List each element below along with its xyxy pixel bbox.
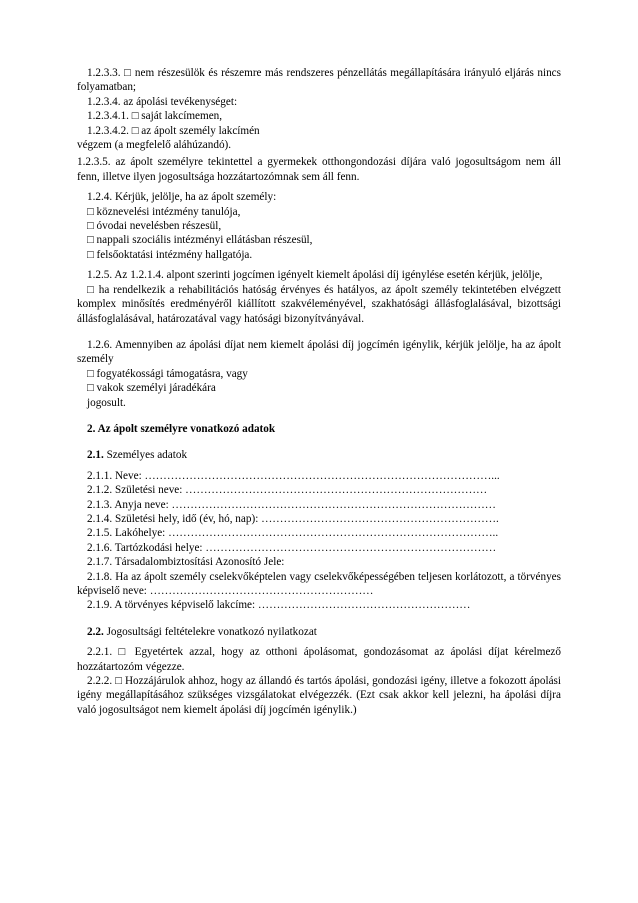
option-disability-support[interactable]: □ fogyatékossági támogatásra, vagy — [87, 367, 248, 380]
option-rehabilitation-authority[interactable]: □ ha rendelkezik a rehabilitációs hatóság érvényes és hatályos, az ápolt személy tekintetében elvégzett komplex minősítés eredményéről kiállított szakvéleményével, szakhatósági állásfoglalásával, bizottsági állásfoglalásával, határozatával vagy hatósági bizonyítványával. — [77, 283, 561, 325]
option-agree-care[interactable]: 2.2.1. □ Egyetértek azzal, hogy az otthoni ápolásomat, gondozásomat az ápolási díjat kérelmező hozzátartozóm végezze. — [77, 646, 561, 673]
paragraph-1-2-3-5: 1.2.3.5. az ápolt személyre tekintettel a gyermekek otthongondozási díjára való jogosultságom nem áll fenn, illetve ilyen jogosultsága hozzátartozómnak sem áll fenn. — [77, 156, 561, 183]
paragraph-1-2-6: 1.2.6. Amennyiben az ápolási díjat nem kiemelt ápolási díj jogcímén igénylik, kérjük jelölje, ha az ápolt személy — [77, 338, 561, 366]
paragraph-underline-note: végzem (a megfelelő aláhúzandó). — [77, 139, 232, 152]
option-own-address[interactable]: 1.2.3.4.1. □ saját lakcímemen, — [87, 110, 223, 123]
subsection-2-2-number: 2.2. — [87, 625, 104, 638]
field-mother-name[interactable]: 2.1.3. Anyja neve: …………………………………………………………………………… — [87, 498, 496, 511]
subsection-2-2-title — [77, 625, 561, 639]
field-residence[interactable]: 2.1.5. Lakóhelye: …………………………………………………………………………….. — [87, 527, 499, 540]
subsection-2-1-number: 2.1. — [87, 449, 104, 462]
option-consent-examination[interactable]: 2.2.2. □ Hozzájárulok ahhoz, hogy az állandó és tartós ápolási, gondozási igény, illetve a fokozott ápolási igény megállapításához szükséges vizsgálatokat elvégezzék. (Ezt csak akkor kell jelezni, ha ápolási díjra való jogosultságot nem kiemelt ápolási díj jogcímén igénylik.) — [77, 675, 561, 716]
paragraph-1-2-4-title: 1.2.4. Kérjük, jelölje, ha az ápolt személy: — [87, 191, 277, 204]
document-page — [77, 66, 561, 717]
paragraph-1-2-3-3: 1.2.3.3. □ nem részesülök és részemre más rendszeres pénzellátás megállapítására irányuló eljárás nincs folyamatban; — [77, 67, 561, 94]
field-birth-place-date[interactable]: 2.1.4. Születési hely, idő (év, hó, nap): ………………………………………………………. — [87, 512, 499, 525]
paragraph-1-2-5: 1.2.5. Az 1.2.1.4. alpont szerinti jogcímen igényelt kiemelt ápolási díj igénylése esetén kérjük, jelölje, — [87, 269, 543, 282]
option-kindergarten[interactable]: □ óvodai nevelésben részesül, — [87, 220, 222, 233]
option-patient-address[interactable]: 1.2.3.4.2. □ az ápolt személy lakcímén — [87, 124, 260, 137]
field-legal-representative-address[interactable]: 2.1.9. A törvényes képviselő lakcíme: ………………………………………………… — [87, 599, 471, 612]
option-public-education-student[interactable]: □ köznevelési intézmény tanulója, — [87, 205, 241, 218]
paragraph-entitled: jogosult. — [87, 396, 126, 409]
option-blind-allowance[interactable]: □ vakok személyi járadékára — [87, 382, 216, 395]
field-legal-representative-name[interactable]: 2.1.8. Ha az ápolt személy cselekvőképtelen vagy cselekvőképességében teljesen korlátozott, a törvényes képviselő neve: …………………………………………………… — [77, 570, 561, 597]
option-day-social-care[interactable]: □ nappali szociális intézményi ellátásban részesül, — [87, 234, 313, 247]
subsection-2-1-text: Személyes adatok — [103, 449, 188, 462]
section-2-heading: 2. Az ápolt személyre vonatkozó adatok — [87, 422, 276, 435]
paragraph-1-2-3-4: 1.2.3.4. az ápolási tevékenységet: — [87, 95, 238, 108]
option-higher-education-student[interactable]: □ felsőoktatási intézmény hallgatója. — [87, 248, 253, 261]
field-social-security-id[interactable]: 2.1.7. Társadalombiztosítási Azonosító Jele: — [87, 556, 285, 569]
subsection-2-1-title — [77, 448, 561, 462]
subsection-2-2-text: Jogosultsági feltételekre vonatkozó nyilatkozat — [103, 625, 317, 638]
field-stay-address[interactable]: 2.1.6. Tartózkodási helye: …………………………………………………………………… — [87, 541, 497, 554]
field-name[interactable]: 2.1.1. Neve: …………………………………………………………………………………... — [87, 469, 500, 482]
field-birth-name[interactable]: 2.1.2. Születési neve: ……………………………………………………………………… — [87, 484, 488, 497]
